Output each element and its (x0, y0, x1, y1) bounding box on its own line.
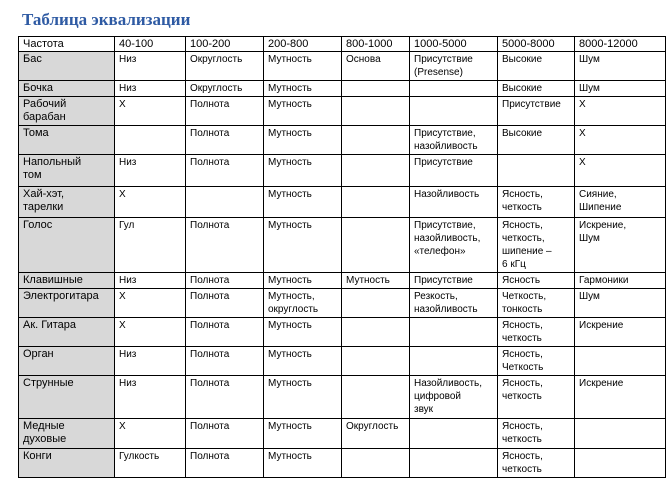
eq-cell: Мутность (264, 449, 342, 478)
eq-cell: Шум (575, 81, 666, 97)
eq-cell: Низ (115, 376, 186, 419)
instrument-name: Электрогитара (19, 289, 115, 318)
eq-cell: Мутность (264, 318, 342, 347)
eq-cell (342, 289, 410, 318)
instrument-name: Голос (19, 218, 115, 273)
eq-cell: Высокие (498, 81, 575, 97)
eq-cell: Гулкость (115, 449, 186, 478)
eq-cell (342, 218, 410, 273)
eq-cell: Полнота (186, 449, 264, 478)
eq-cell: Гармоники (575, 273, 666, 289)
instrument-name: Ак. Гитара (19, 318, 115, 347)
eq-cell: Х (115, 318, 186, 347)
eq-cell: Мутность (264, 155, 342, 187)
eq-cell: Ясность, четкость (498, 318, 575, 347)
table-row (19, 273, 666, 289)
table-row (19, 155, 666, 187)
eq-cell: Полнота (186, 347, 264, 376)
eq-table (18, 36, 666, 478)
table-row (19, 318, 666, 347)
table-row (19, 449, 666, 478)
eq-cell (410, 419, 498, 449)
eq-cell (410, 318, 498, 347)
eq-cell: Полнота (186, 419, 264, 449)
instrument-name: Тома (19, 126, 115, 155)
eq-cell: Низ (115, 52, 186, 81)
eq-cell: Х (115, 419, 186, 449)
eq-cell (410, 347, 498, 376)
eq-cell: Ясность, четкость (498, 419, 575, 449)
eq-cell (342, 97, 410, 126)
eq-cell (342, 376, 410, 419)
eq-cell (342, 81, 410, 97)
eq-cell: Основа (342, 52, 410, 81)
eq-cell: Мутность (264, 419, 342, 449)
header-frequency-label: Частота (19, 37, 115, 52)
eq-cell (342, 347, 410, 376)
table-row (19, 419, 666, 449)
eq-cell: Ясность, четкость (498, 376, 575, 419)
header-frequency-band: 1000-5000 (410, 37, 498, 52)
eq-cell: Х (575, 155, 666, 187)
eq-cell (342, 187, 410, 218)
eq-cell: Х (575, 97, 666, 126)
eq-cell (342, 318, 410, 347)
eq-cell: Искрение (575, 318, 666, 347)
header-frequency-band: 5000-8000 (498, 37, 575, 52)
table-row (19, 376, 666, 419)
eq-cell: Сияние, Шипение (575, 187, 666, 218)
eq-cell (575, 419, 666, 449)
table-row (19, 126, 666, 155)
eq-cell (498, 155, 575, 187)
table-row (19, 81, 666, 97)
instrument-name: Бас (19, 52, 115, 81)
eq-cell: Полнота (186, 318, 264, 347)
eq-cell: Низ (115, 81, 186, 97)
table-row (19, 289, 666, 318)
eq-cell: Полнота (186, 126, 264, 155)
eq-cell: Полнота (186, 218, 264, 273)
instrument-name: Клавишные (19, 273, 115, 289)
eq-cell: Назойливость (410, 187, 498, 218)
eq-cell (410, 97, 498, 126)
eq-cell: Полнота (186, 155, 264, 187)
header-frequency-band: 8000-12000 (575, 37, 666, 52)
instrument-name: Бочка (19, 81, 115, 97)
eq-cell: Ясность, четкость (498, 187, 575, 218)
eq-cell: Шум (575, 289, 666, 318)
eq-cell: Четкость, тонкость (498, 289, 575, 318)
eq-cell: Мутность (264, 347, 342, 376)
eq-cell: Ясность (498, 273, 575, 289)
eq-cell: Полнота (186, 289, 264, 318)
instrument-name: Медные духовые (19, 419, 115, 449)
eq-cell: Высокие (498, 126, 575, 155)
eq-cell: Низ (115, 273, 186, 289)
eq-cell: Низ (115, 347, 186, 376)
eq-cell: Мутность (264, 376, 342, 419)
header-row (19, 37, 666, 52)
eq-table-body (19, 37, 666, 478)
header-frequency-band: 100-200 (186, 37, 264, 52)
eq-cell: Мутность (264, 187, 342, 218)
eq-cell: Искрение, Шум (575, 218, 666, 273)
eq-cell: Гул (115, 218, 186, 273)
eq-cell: Ясность, четкость, шипение – 6 кГц (498, 218, 575, 273)
eq-cell: Присутствие (Presense) (410, 52, 498, 81)
eq-cell: Х (575, 126, 666, 155)
eq-cell: Ясность, Четкость (498, 347, 575, 376)
eq-cell: Х (115, 187, 186, 218)
eq-cell (575, 347, 666, 376)
instrument-name: Напольный том (19, 155, 115, 187)
header-frequency-band: 800-1000 (342, 37, 410, 52)
eq-cell (342, 449, 410, 478)
eq-cell (410, 81, 498, 97)
eq-cell: Мутность (342, 273, 410, 289)
instrument-name: Рабочий барабан (19, 97, 115, 126)
eq-cell: Резкость, назойливость (410, 289, 498, 318)
table-row (19, 52, 666, 81)
eq-cell: Мутность (264, 97, 342, 126)
eq-cell: Мутность (264, 126, 342, 155)
eq-cell: Округлость (342, 419, 410, 449)
eq-cell: Мутность (264, 81, 342, 97)
eq-cell: Низ (115, 155, 186, 187)
eq-cell (410, 449, 498, 478)
eq-cell: Высокие (498, 52, 575, 81)
document-title: Таблица эквализации (22, 10, 191, 29)
eq-cell: Х (115, 289, 186, 318)
eq-cell: Искрение (575, 376, 666, 419)
eq-cell: Полнота (186, 273, 264, 289)
header-frequency-band: 40-100 (115, 37, 186, 52)
eq-cell: Присутствие, назойливость (410, 126, 498, 155)
eq-cell: Мутность (264, 273, 342, 289)
instrument-name: Орган (19, 347, 115, 376)
eq-cell (342, 126, 410, 155)
header-frequency-band: 200-800 (264, 37, 342, 52)
table-row (19, 187, 666, 218)
table-row (19, 347, 666, 376)
eq-cell: Присутствие (410, 273, 498, 289)
eq-cell: Назойливость, цифровой звук (410, 376, 498, 419)
eq-cell: Полнота (186, 376, 264, 419)
eq-cell (342, 155, 410, 187)
eq-cell: Мутность (264, 218, 342, 273)
eq-cell (115, 126, 186, 155)
eq-cell: Мутность (264, 52, 342, 81)
eq-cell (575, 449, 666, 478)
table-row (19, 218, 666, 273)
eq-cell: Шум (575, 52, 666, 81)
eq-cell: Мутность, округлость (264, 289, 342, 318)
eq-cell (186, 187, 264, 218)
instrument-name: Хай-хэт, тарелки (19, 187, 115, 218)
instrument-name: Струнные (19, 376, 115, 419)
eq-cell: Присутствие, назойливость, «телефон» (410, 218, 498, 273)
eq-cell: Округлость (186, 81, 264, 97)
table-row (19, 97, 666, 126)
eq-cell: Х (115, 97, 186, 126)
eq-cell: Ясность, четкость (498, 449, 575, 478)
instrument-name: Конги (19, 449, 115, 478)
eq-cell: Полнота (186, 97, 264, 126)
eq-cell: Присутствие (498, 97, 575, 126)
eq-cell: Присутствие (410, 155, 498, 187)
eq-cell: Округлость (186, 52, 264, 81)
